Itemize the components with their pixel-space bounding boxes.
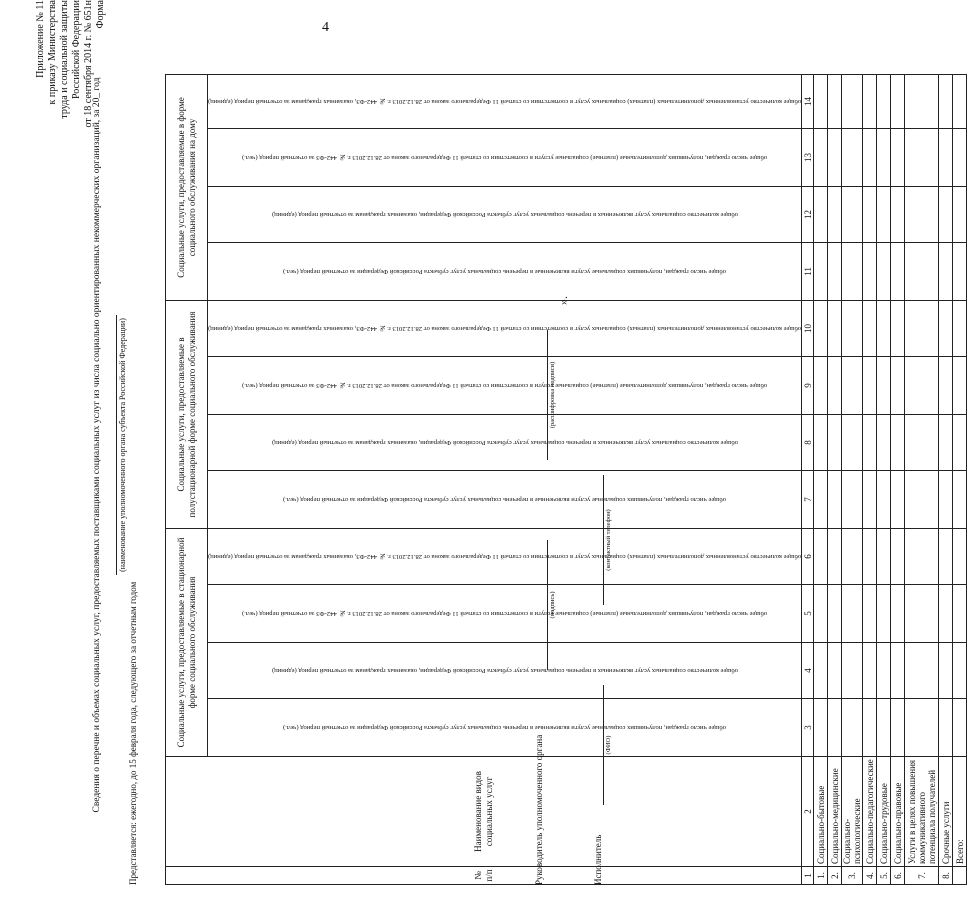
data-cell[interactable] (939, 414, 953, 470)
data-cell[interactable] (939, 242, 953, 300)
col-name-header: Наименование видов социальных услуг (166, 757, 802, 867)
data-cell[interactable] (842, 128, 863, 186)
data-cell[interactable] (953, 242, 967, 300)
metric-header: общее число граждан, получивших дополнительные (платные) социальные услуги в соответствии со статьей 11 Федерального закона от 28.12.2013 г. № 442-ФЗ за отчетный период (чел.) (208, 585, 802, 643)
appendix-line: труда и социальной защиты (59, 0, 70, 119)
metric-header: общее количество установленных дополнительных (платных) социальных услуг в соответствии со статьей 11 Федерального закона от 28.12.2013 г. № 442-ФЗ, оказанных гражданам за отчетный период (единиц) (208, 300, 802, 356)
data-cell[interactable] (891, 699, 905, 757)
data-cell[interactable] (877, 128, 891, 186)
data-cell[interactable] (814, 186, 828, 242)
col-number: 6 (802, 528, 814, 584)
data-cell[interactable] (828, 470, 842, 528)
group-semistationary: Социальные услуги, предоставляемые в полустационарной форме социального обслуживания (166, 300, 208, 528)
col-number: 1 (802, 867, 814, 885)
group-header-row (166, 74, 208, 884)
data-cell[interactable] (863, 300, 877, 356)
data-cell[interactable] (905, 186, 939, 242)
row-name: Срочные услуги (939, 757, 953, 867)
data-cell[interactable] (863, 128, 877, 186)
row-name: Социально-медицинские (828, 757, 842, 867)
row-number: 3. (842, 867, 863, 885)
data-cell[interactable] (828, 528, 842, 584)
data-cell[interactable] (891, 128, 905, 186)
phone-line[interactable] (603, 475, 604, 605)
row-name: Социально-трудовые (877, 757, 891, 867)
metric-header: общее количество установленных дополнительных (платных) социальных услуг в соответствии со статьей 11 Федерального закона от 28.12.2013 г. № 442-ФЗ, оказанных гражданам за отчетный период (единиц) (208, 528, 802, 584)
data-cell[interactable] (877, 643, 891, 699)
row-name: Услуги в целях повышения коммуникативного потенциала получателей (905, 757, 939, 867)
group-stationary: Социальные услуги, предоставляемые в стационарной форме социального обслуживания (166, 528, 208, 756)
data-cell[interactable] (814, 585, 828, 643)
data-cell[interactable] (814, 699, 828, 757)
data-cell[interactable] (842, 74, 863, 128)
data-cell[interactable] (863, 242, 877, 300)
signature-caption: (подпись) (549, 591, 556, 619)
document-title: Сведения о перечне и объемах социальных услуг, предоставляемых поставщиками социальных услуг из числа социально ориентированных некоммерческих организаций, за 20_ год (92, 77, 102, 813)
data-cell[interactable] (842, 643, 863, 699)
data-cell[interactable] (939, 643, 953, 699)
col-number: 14 (802, 74, 814, 128)
data-cell[interactable] (828, 699, 842, 757)
row-name: Социально-психологические (842, 757, 863, 867)
metric-header: общее количество социальных услуг включенных в перечень социальных услуг субъекта Российской Федерации, оказанных гражданам за отчетный период (единиц) (208, 186, 802, 242)
col-number: 4 (802, 643, 814, 699)
table-row (863, 74, 877, 884)
metric-header: общее количество социальных услуг включенных в перечень социальных услуг субъекта Российской Федерации, оказанных гражданам за отчетный период (единиц) (208, 643, 802, 699)
services-table (165, 74, 967, 885)
row-name: Социально-бытовые (814, 757, 828, 867)
data-cell[interactable] (828, 242, 842, 300)
col-number: 5 (802, 585, 814, 643)
total-label: Всего: (953, 757, 967, 867)
signature-line[interactable] (547, 540, 548, 670)
data-cell[interactable] (905, 74, 939, 128)
data-cell[interactable] (891, 643, 905, 699)
data-cell[interactable] (905, 300, 939, 356)
data-cell[interactable] (877, 528, 891, 584)
data-cell[interactable] (905, 585, 939, 643)
data-cell[interactable] (891, 585, 905, 643)
data-cell[interactable] (891, 356, 905, 414)
data-cell[interactable] (953, 128, 967, 186)
table-row (905, 74, 939, 884)
data-cell[interactable] (842, 585, 863, 643)
appendix-line: Приложение № 11 (35, 0, 46, 78)
phone-caption: (контактный телефон) (605, 509, 612, 571)
data-cell[interactable] (814, 242, 828, 300)
data-cell[interactable] (905, 470, 939, 528)
data-cell[interactable] (905, 128, 939, 186)
form-label: Форма (95, 0, 106, 29)
data-cell[interactable] (877, 585, 891, 643)
fio-line[interactable] (603, 685, 604, 805)
data-cell[interactable] (863, 699, 877, 757)
data-cell[interactable] (828, 186, 842, 242)
appendix-line: Российской Федерации (71, 0, 82, 100)
executor-label: Исполнитель (593, 834, 603, 885)
col-number: 10 (802, 300, 814, 356)
data-cell[interactable] (863, 74, 877, 128)
metric-header: общее число граждан, получивших дополнительные (платные) социальные услуги в соответствии со статьей 11 Федерального закона от 28.12.2013 г. № 442-ФЗ за отчетный период (чел.) (208, 356, 802, 414)
data-cell[interactable] (939, 300, 953, 356)
data-cell[interactable] (905, 414, 939, 470)
row-number: 7. (905, 867, 939, 885)
data-cell[interactable] (814, 300, 828, 356)
table-row (828, 74, 842, 884)
metric-header: общее число граждан, получивших социальные услуги включенные в перечень социальных услуг субъекта Российской Федерации за отчетный период (чел.) (208, 699, 802, 757)
data-cell[interactable] (842, 242, 863, 300)
data-cell[interactable] (842, 470, 863, 528)
row-number: 6. (891, 867, 905, 885)
decode-line[interactable] (547, 330, 548, 460)
data-cell[interactable] (953, 643, 967, 699)
data-cell[interactable] (939, 356, 953, 414)
data-cell[interactable] (905, 643, 939, 699)
data-cell[interactable] (953, 585, 967, 643)
data-cell[interactable] (842, 528, 863, 584)
data-cell[interactable] (891, 470, 905, 528)
data-cell[interactable] (877, 186, 891, 242)
data-cell[interactable] (877, 414, 891, 470)
data-cell[interactable] (905, 356, 939, 414)
data-cell[interactable] (842, 300, 863, 356)
data-cell[interactable] (877, 356, 891, 414)
submission-note: Представляется: ежегодно, до 15 февраля года, следующего за отчетным годом (128, 581, 138, 885)
row-number: 5. (877, 867, 891, 885)
row-name: Социально-правовые (891, 757, 905, 867)
data-cell[interactable] (877, 470, 891, 528)
table-row (814, 74, 828, 884)
col-number: 12 (802, 186, 814, 242)
data-cell[interactable] (939, 528, 953, 584)
data-cell[interactable] (905, 699, 939, 757)
data-cell[interactable] (939, 699, 953, 757)
data-cell[interactable] (953, 699, 967, 757)
metric-header: общее количество социальных услуг включенных в перечень социальных услуг субъекта Российской Федерации, оказанных гражданам за отчетный период (единиц) (208, 414, 802, 470)
appendix-line: от 18 сентября 2014 г. № 651н (83, 0, 94, 128)
col-number: 9 (802, 356, 814, 414)
data-cell[interactable] (877, 300, 891, 356)
row-name: Социально-педагогические (863, 757, 877, 867)
data-cell[interactable] (863, 585, 877, 643)
table-row (877, 74, 891, 884)
metric-header: общее число граждан, получивших социальные услуги включенные в перечень социальных услуг субъекта Российской Федерации за отчетный период (чел.) (208, 242, 802, 300)
data-cell[interactable] (953, 356, 967, 414)
table-row (842, 74, 863, 884)
col-number: 11 (802, 242, 814, 300)
data-cell[interactable] (891, 242, 905, 300)
data-cell[interactable] (842, 414, 863, 470)
data-cell[interactable] (877, 242, 891, 300)
head-signature-label: Руководитель уполномоченного органа (534, 734, 544, 885)
metric-header: общее число граждан, получивших дополнительные (платные) социальные услуги в соответствии со статьей 11 Федерального закона от 28.12.2013 г. № 442-ФЗ за отчетный период (чел.) (208, 128, 802, 186)
data-cell[interactable] (828, 643, 842, 699)
data-cell[interactable] (953, 470, 967, 528)
data-cell[interactable] (814, 356, 828, 414)
data-cell[interactable] (939, 470, 953, 528)
data-cell[interactable] (814, 414, 828, 470)
row-number: 8. (939, 867, 953, 885)
col-number: 3 (802, 699, 814, 757)
data-cell[interactable] (828, 128, 842, 186)
data-cell[interactable] (891, 300, 905, 356)
data-cell[interactable] (953, 414, 967, 470)
data-cell[interactable] (814, 128, 828, 186)
metric-header: общее число граждан, получивших социальные услуги включенные в перечень социальных услуг субъекта Российской Федерации за отчетный период (чел.) (208, 470, 802, 528)
data-cell[interactable] (863, 528, 877, 584)
col-no-header: № п/п (166, 867, 802, 885)
data-cell[interactable] (863, 356, 877, 414)
group-home: Социальные услуги, предоставляемые в форме социального обслуживания на дому (166, 74, 208, 300)
col-number: 2 (802, 757, 814, 867)
col-number: 7 (802, 470, 814, 528)
data-cell[interactable] (877, 74, 891, 128)
table-row (891, 74, 905, 884)
data-cell[interactable] (953, 74, 967, 128)
date-quote: ». (556, 296, 570, 305)
metric-header: общее количество установленных дополнительных (платных) социальных услуг в соответствии со статьей 11 Федерального закона от 28.12.2013 г. № 442-ФЗ, оказанных гражданам за отчетный период (единиц) (208, 74, 802, 128)
data-cell[interactable] (842, 186, 863, 242)
data-cell[interactable] (828, 356, 842, 414)
decode-caption: (расшифровка подписи) (549, 361, 556, 429)
data-cell[interactable] (939, 186, 953, 242)
data-cell[interactable] (814, 643, 828, 699)
column-number-row (802, 74, 814, 884)
data-cell[interactable] (905, 528, 939, 584)
fio-caption: (ФИО) (605, 735, 612, 755)
data-cell[interactable] (863, 470, 877, 528)
data-cell[interactable] (814, 470, 828, 528)
data-cell[interactable] (891, 186, 905, 242)
data-cell[interactable] (842, 699, 863, 757)
subject-caption: (наименование уполномоченного органа субъекта Российской Федерации) (116, 315, 127, 575)
data-cell[interactable] (939, 585, 953, 643)
appendix-line: к приказу Министерства (47, 0, 58, 105)
row-number: 4. (863, 867, 877, 885)
data-cell[interactable] (863, 414, 877, 470)
data-cell[interactable] (953, 300, 967, 356)
data-cell[interactable] (828, 414, 842, 470)
row-number: 1. (814, 867, 828, 885)
data-cell[interactable] (863, 643, 877, 699)
data-cell[interactable] (863, 186, 877, 242)
page-number: 4 (322, 20, 329, 35)
data-cell[interactable] (953, 528, 967, 584)
data-cell[interactable] (891, 528, 905, 584)
data-cell[interactable] (828, 74, 842, 128)
data-cell[interactable] (828, 585, 842, 643)
col-number: 8 (802, 414, 814, 470)
row-number: 2. (828, 867, 842, 885)
data-cell[interactable] (877, 699, 891, 757)
data-cell[interactable] (905, 242, 939, 300)
total-number-cell (953, 867, 967, 885)
data-cell[interactable] (953, 186, 967, 242)
data-cell[interactable] (891, 74, 905, 128)
data-cell[interactable] (828, 300, 842, 356)
data-cell[interactable] (939, 74, 953, 128)
table-row (939, 74, 953, 884)
data-cell[interactable] (939, 128, 953, 186)
col-number: 13 (802, 128, 814, 186)
data-cell[interactable] (891, 414, 905, 470)
data-cell[interactable] (814, 74, 828, 128)
data-cell[interactable] (814, 528, 828, 584)
total-row (953, 74, 967, 884)
data-cell[interactable] (842, 356, 863, 414)
